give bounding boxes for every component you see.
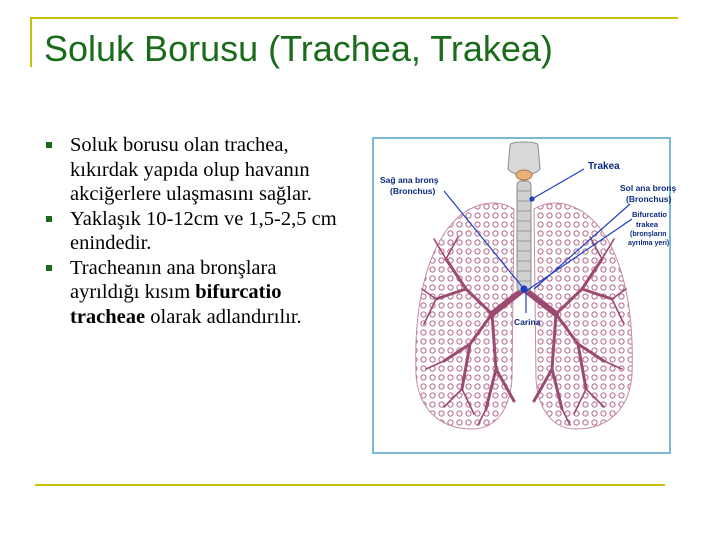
square-bullet-icon [46, 142, 52, 148]
frame-top-rule [30, 17, 678, 19]
trachea [517, 181, 531, 291]
bullet-text: Tracheanın ana bronşlara ayrıldığı kısım [70, 256, 277, 303]
label-right-bronchus: Sağ ana bronş [380, 175, 439, 185]
label-bifurcation: Bifurcatio [632, 210, 668, 219]
square-bullet-icon [46, 265, 52, 271]
label-left-bronchus: Sol ana bronş [620, 183, 677, 193]
bullet-list [40, 133, 350, 329]
bullet-text: Soluk borusu olan trachea, kıkırdak yapıda olup havanın akciğerlere ulaşmasını sağlar. [70, 134, 312, 205]
frame-left-rule [30, 17, 32, 67]
frame-bottom-rule [35, 484, 665, 486]
bullet-item [40, 256, 350, 330]
label-left-bronchus-latin: (Bronchus) [626, 194, 672, 204]
bullet-bold-term: bifurcatio tracheae [70, 281, 282, 328]
lung-diagram [372, 137, 677, 454]
slide-title: Soluk Borusu (Trachea, Trakea) [44, 28, 553, 69]
bullet-text: olarak adlandırılır. [145, 305, 302, 328]
lung-illustration [374, 139, 677, 452]
label-bifurcation-3: (bronşların [630, 231, 667, 238]
bullet-item [40, 207, 350, 256]
label-carina: Carina [514, 317, 541, 327]
label-bifurcation-4: ayrılma yeri) [628, 240, 670, 247]
bullet-item [40, 133, 350, 207]
bullet-text: Yaklaşık 10-12cm ve 1,5-2,5 cm enindedir. [70, 207, 337, 254]
label-trachea: Trakea [588, 161, 620, 172]
square-bullet-icon [46, 216, 52, 222]
label-bifurcation-2: trakea [636, 220, 659, 229]
label-right-bronchus-latin: (Bronchus) [390, 186, 436, 196]
